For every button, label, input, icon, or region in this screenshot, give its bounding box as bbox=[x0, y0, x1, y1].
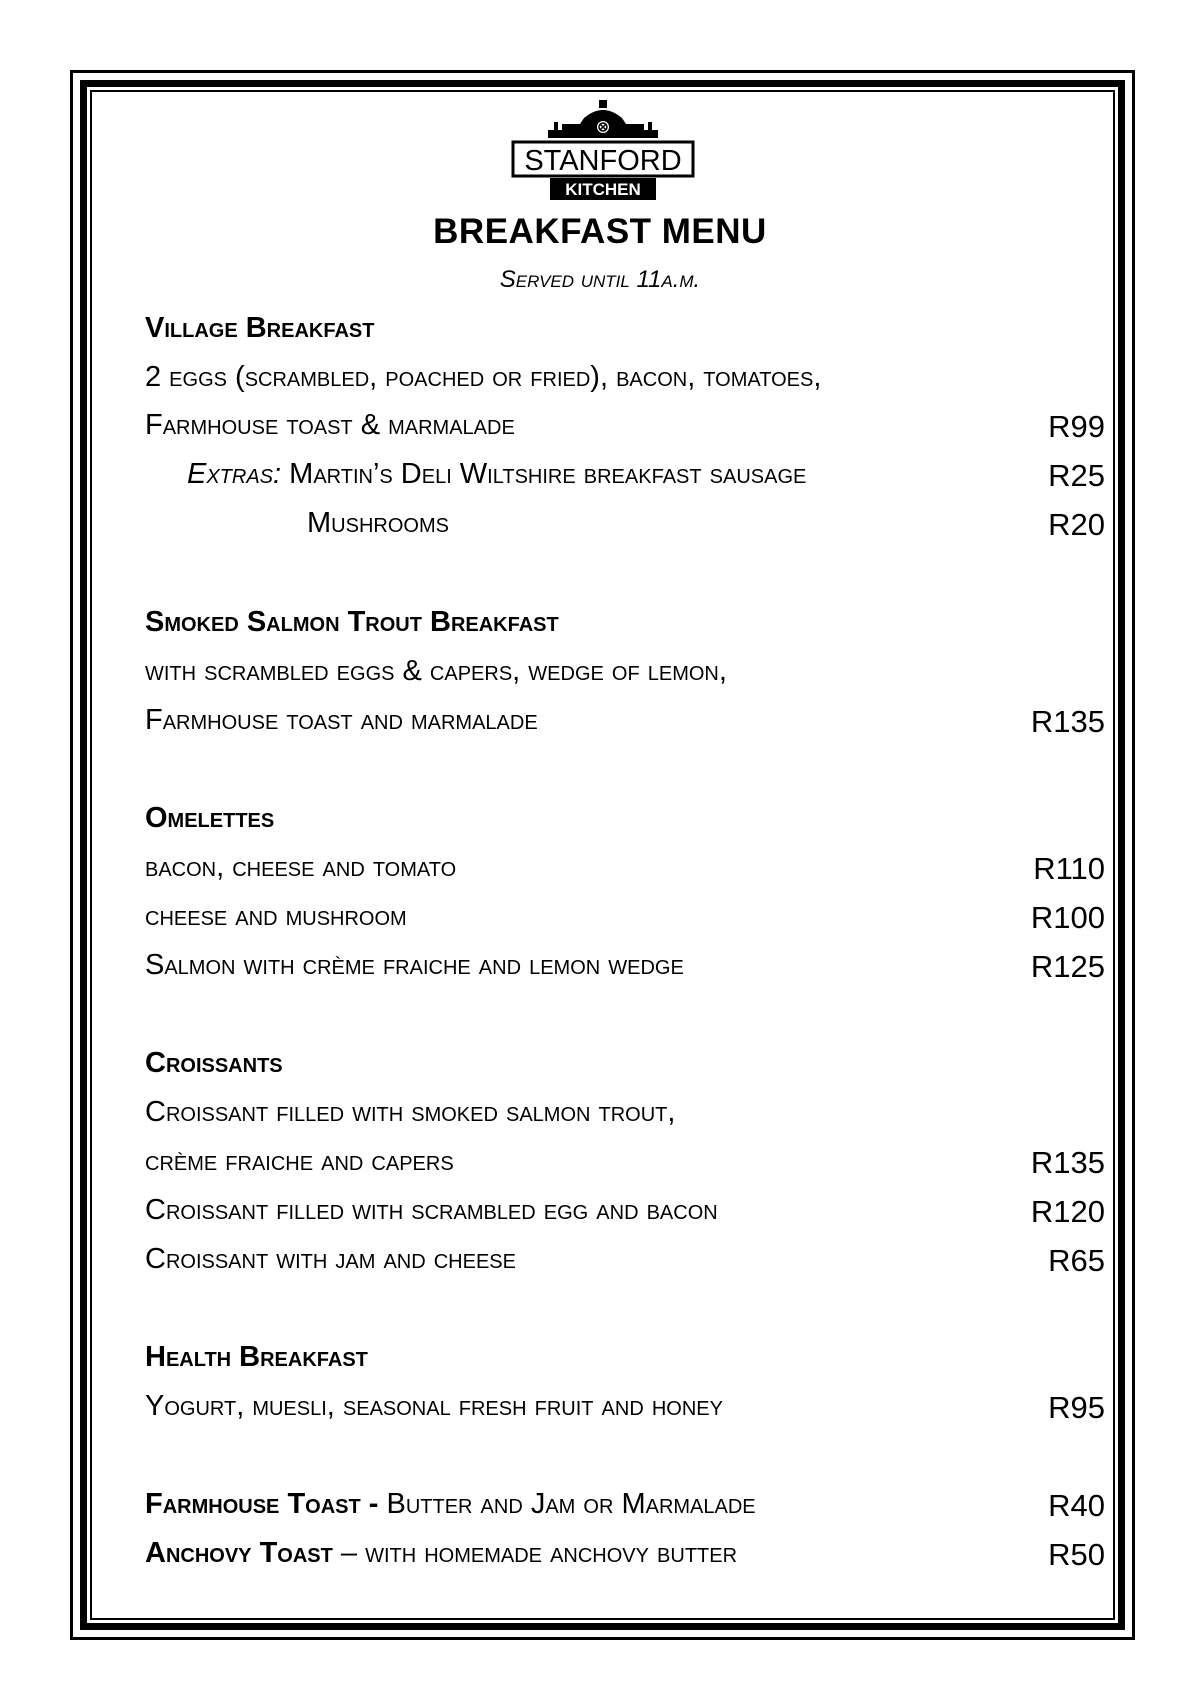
section-heading-omelettes: Omelettes bbox=[145, 802, 275, 834]
salmon-desc-line2: Farmhouse toast and marmalade R135 bbox=[145, 704, 1105, 739]
section-heading-village: Village Breakfast bbox=[145, 312, 375, 344]
menu-item: Salmon with crème fraiche and lemon wedge R125 bbox=[145, 949, 1105, 984]
menu-item: cheese and mushroom R100 bbox=[145, 900, 1105, 935]
menu-item: bacon, cheese and tomato R110 bbox=[145, 851, 1105, 886]
item-price: R65 bbox=[1048, 1243, 1105, 1278]
health-desc: Yogurt, muesli, seasonal fresh fruit and honey R95 bbox=[145, 1390, 1105, 1425]
extra-mushrooms-price: R20 bbox=[1048, 507, 1105, 542]
extra-sausage-price: R25 bbox=[1048, 458, 1105, 493]
croissant-item1-line2: crème fraiche and capers R135 bbox=[145, 1145, 1105, 1180]
village-desc-line1: 2 eggs (scrambled, poached or fried), bacon, tomatoes, bbox=[145, 361, 822, 393]
anchovy-toast-item: Anchovy Toast – with homemade anchovy butter R50 bbox=[145, 1537, 1105, 1572]
farmhouse-toast-item: Farmhouse Toast - Butter and Jam or Marmalade R40 bbox=[145, 1488, 1105, 1523]
item-price: R135 bbox=[1030, 1145, 1105, 1180]
farmhouse-toast-heading: Farmhouse Toast - bbox=[145, 1488, 379, 1520]
salmon-price: R135 bbox=[1030, 704, 1105, 739]
village-price: R99 bbox=[1048, 409, 1105, 444]
anchovy-toast-heading: Anchovy Toast bbox=[145, 1537, 333, 1569]
stanford-kitchen-logo bbox=[510, 100, 696, 210]
village-extra-sausage: Extras: Martin’s Deli Wiltshire breakfast sausage R25 bbox=[187, 458, 1105, 493]
page-title: BREAKFAST MENU bbox=[433, 212, 767, 251]
item-price: R40 bbox=[1048, 1488, 1105, 1523]
croissant-item2: Croissant filled with scrambled egg and bacon R120 bbox=[145, 1194, 1105, 1229]
page-subtitle: Served until 11a.m. bbox=[499, 266, 701, 293]
item-price: R100 bbox=[1030, 900, 1105, 935]
item-price: R120 bbox=[1030, 1194, 1105, 1229]
croissant-item1-line1: Croissant filled with smoked salmon trout, bbox=[145, 1096, 676, 1128]
logo-subname: KITCHEN bbox=[565, 180, 641, 199]
salmon-desc-line1: with scrambled eggs & capers, wedge of lemon, bbox=[145, 655, 727, 687]
section-heading-salmon: Smoked Salmon Trout Breakfast bbox=[145, 606, 559, 638]
section-heading-croissants: Croissants bbox=[145, 1047, 283, 1079]
logo-name: STANFORD bbox=[524, 145, 682, 177]
item-price: R50 bbox=[1048, 1537, 1105, 1572]
section-heading-health: Health Breakfast bbox=[145, 1341, 368, 1373]
item-price: R125 bbox=[1030, 949, 1105, 984]
item-price: R110 bbox=[1033, 851, 1105, 886]
village-extra-mushrooms: Mushrooms R20 bbox=[307, 507, 1105, 542]
extras-label: Extras: bbox=[187, 458, 282, 490]
health-price: R95 bbox=[1048, 1390, 1105, 1425]
village-desc-line2: Farmhouse toast & marmalade R99 bbox=[145, 409, 1105, 444]
croissant-item3: Croissant with jam and cheese R65 bbox=[145, 1243, 1105, 1278]
